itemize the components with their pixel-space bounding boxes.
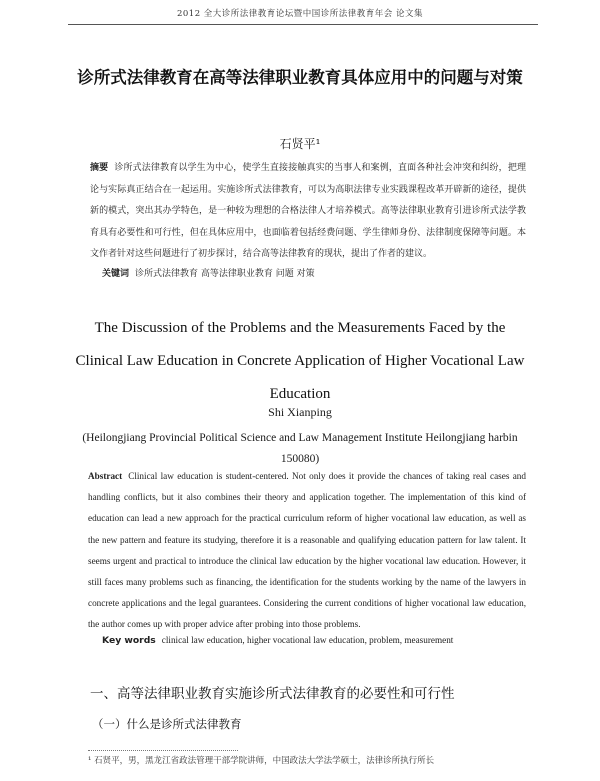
chinese-abstract-text: 诊所式法律教育以学生为中心，使学生直接接触真实的当事人和案例，直面各种社会冲突和纠纷，把理论与实际真正结合在一起运用。实施诊所式法律教育，可以为高职法律专业实践课程改革开辟新的途径，提供新的模式，突出其办学特色，是一种较为理想的合格法律人才培养模式。高等法律职业教育引进诊所式法学教育具有必要性和可行性，但在具体应用中，也面临着包括经费问题、学生律师身份、法律制度保障等问题。本文作者针对这些问题进行了初步探讨，结合高等法律教育的现状，提出了作者的建议。 [90, 163, 526, 259]
english-keywords [102, 635, 532, 646]
english-abstract-text: Clinical law education is student-centered. Not only does it provide the chances of taking real cases and handling conflicts, but it also combines their theory and application together. The implementation of this kind of education can lead a new approach for the practical curriculum reform of higher vocational law education, as well as the new pattern and feature its studying, therefore it is a reasonable and qualifying education pattern for law talent. It seems urgent and practical to introduce the clinical law education by the higher vocational law education. However, it still faces many problems such as financing, the identification for the students working by the name of the lawyers in concrete applications and the legal guarantees. Considering the current conditions of higher vocational law education, the author comes up with proper advice after probing into those problems. [88, 471, 526, 630]
english-keywords-text: clinical law education, higher vocational law education, problem, measurement [161, 635, 454, 645]
section-heading: 一、高等法律职业教育实施诊所式法律教育的必要性和可行性 [90, 686, 455, 702]
chinese-keywords-label: 关键词 [102, 269, 130, 279]
running-header: 2012 全大诊所法律教育论坛暨中国诊所法律教育年会 论文集 [176, 9, 424, 19]
footnote-rule [88, 750, 238, 751]
chinese-author: 石贤平¹ [279, 137, 321, 151]
english-abstract-label: Abstract [88, 471, 123, 481]
chinese-abstract-label: 摘要 [90, 163, 109, 173]
subsection-heading: （一）什么是诊所式法律教育 [92, 717, 242, 731]
header-rule [68, 24, 538, 25]
english-affiliation: (Heilongjiang Provincial Political Science and Law Management Institute Heilongjiang harbin 150080) [82, 432, 518, 465]
english-author: Shi Xianping [268, 405, 332, 419]
chinese-abstract [90, 158, 526, 266]
chinese-keywords-text: 诊所式法律教育 高等法律职业教育 问题 对策 [135, 269, 315, 279]
chinese-title: 诊所式法律教育在高等法律职业教育具体应用中的问题与对策 [77, 68, 523, 87]
english-title: The Discussion of the Problems and the Measurements Faced by the Clinical Law Education in Concrete Application of Higher Vocational Law Education [75, 320, 525, 402]
english-keywords-label: Key words [102, 635, 156, 646]
english-abstract [88, 466, 526, 636]
footnote: ¹ 石贤平，男，黑龙江省政法管理干部学院讲师，中国政法大学法学硕士，法律诊所执行所长 [88, 756, 435, 766]
chinese-keywords [102, 266, 532, 279]
